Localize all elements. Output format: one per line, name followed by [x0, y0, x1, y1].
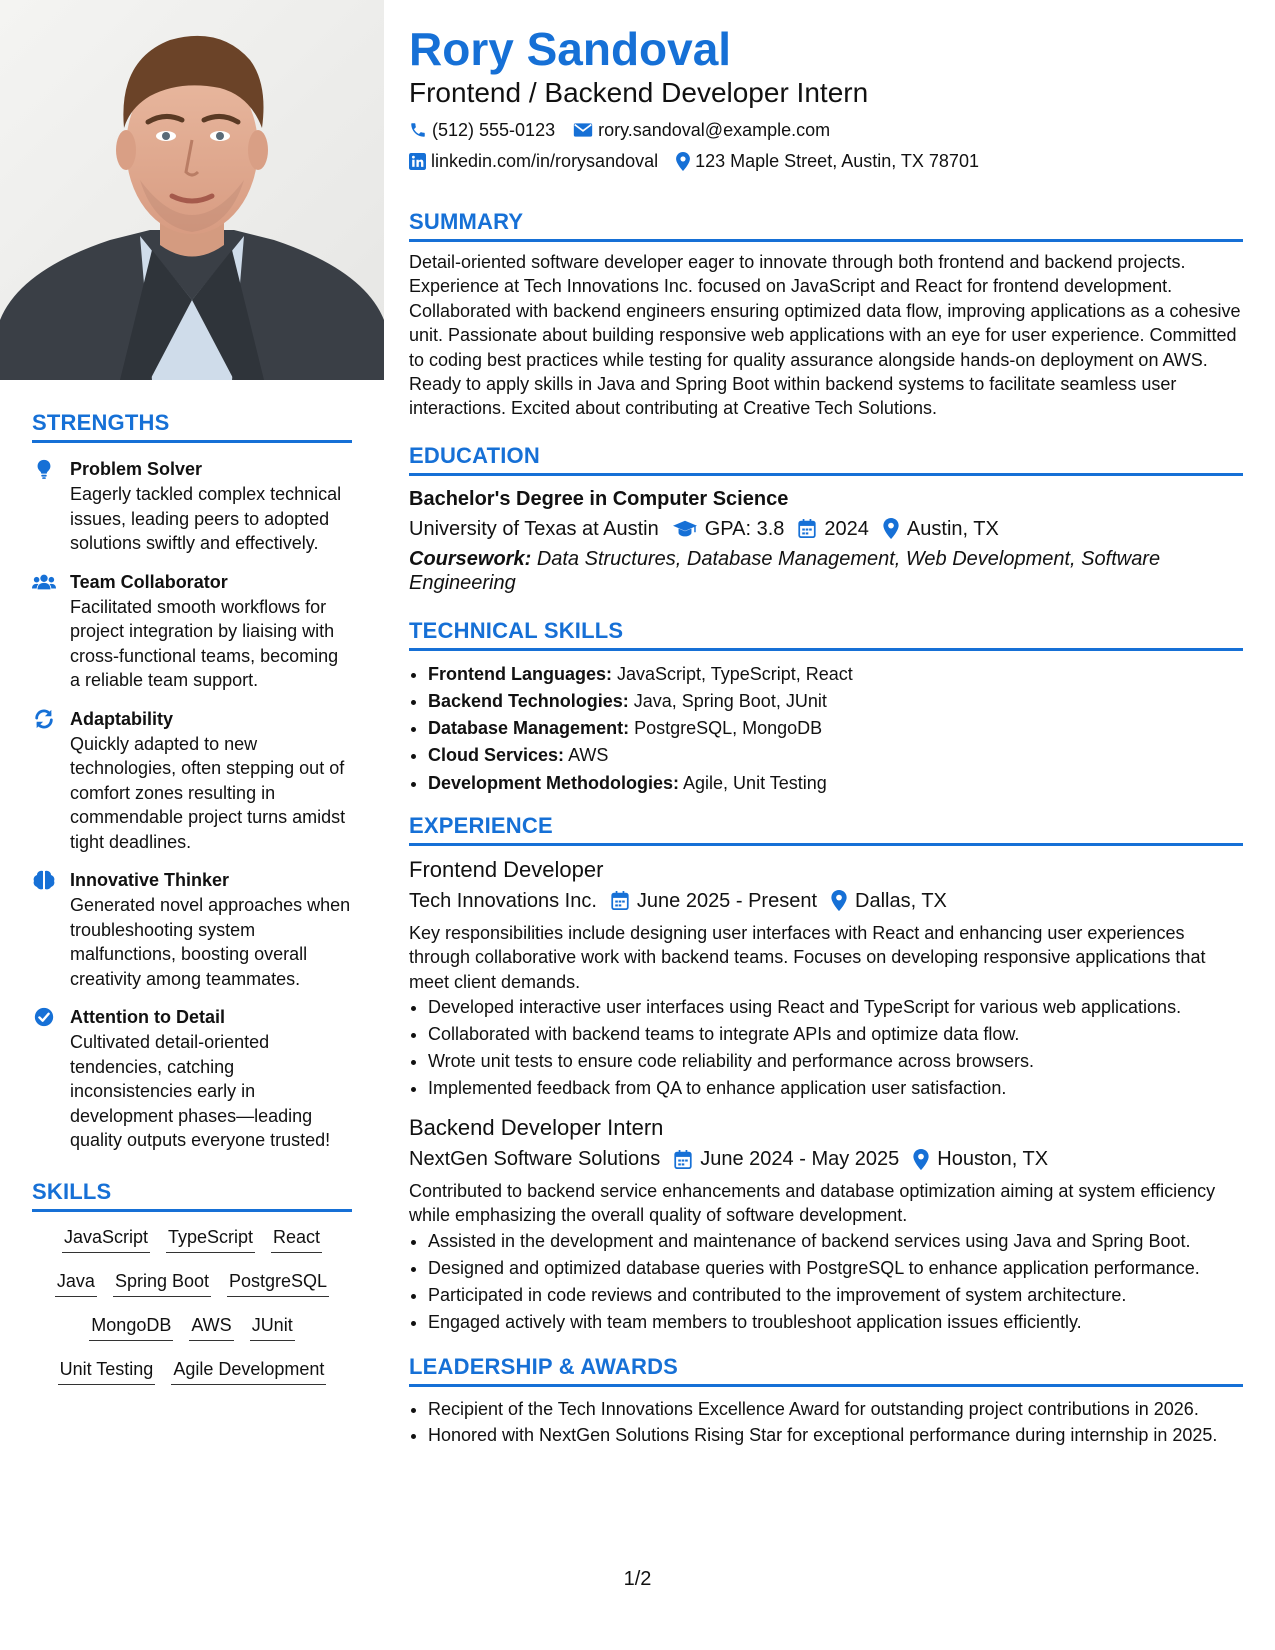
company-text: NextGen Software Solutions — [409, 1148, 661, 1171]
linkedin-text: linkedin.com/in/rorysandoval — [431, 151, 659, 171]
strength-item — [32, 707, 352, 855]
profile-photo-illustration — [0, 0, 384, 380]
phone-icon — [409, 121, 427, 139]
job-title: Frontend Developer — [409, 856, 604, 882]
job-location — [913, 1145, 1048, 1173]
strength-desc: Cultivated detail-oriented tendencies, catching inconsistencies early in development phases—leading quality outputs everyone trusted! — [70, 1032, 331, 1150]
technical-skills-list — [409, 661, 1243, 797]
skill-tag: JUnit — [250, 1314, 295, 1341]
experience-section — [409, 813, 1243, 1336]
skill-tag: MongoDB — [89, 1314, 173, 1341]
list-item: • Recipient of the Tech Innovations Excellence Award for outstanding project contributions in 2026. — [428, 1397, 1243, 1422]
contact-email — [573, 118, 830, 142]
skill-value: PostgreSQL, MongoDB — [634, 718, 823, 739]
skills-list — [32, 1226, 352, 1385]
main-content — [409, 22, 1243, 1450]
list-item — [428, 661, 1243, 688]
strength-title: Adaptability — [70, 708, 174, 729]
strength-item — [32, 1005, 352, 1153]
skill-value: Java, Spring Boot, JUnit — [633, 691, 827, 712]
list-item: • Implemented feedback from QA to enhance application user satisfaction. — [428, 1075, 1243, 1102]
job-meta — [409, 887, 1243, 915]
company-name — [409, 1145, 660, 1173]
gpa-text: GPA: 3.8 — [704, 517, 785, 540]
job-description: Contributed to backend service enhancements and database optimization aiming at system efficiency while emphasizing the overall quality of software development. — [409, 1181, 1216, 1226]
sidebar — [0, 0, 384, 1650]
email-text: rory.sandoval@example.com — [598, 120, 831, 140]
strength-title: Attention to Detail — [70, 1007, 225, 1027]
company-name — [409, 887, 597, 915]
strength-item — [32, 570, 352, 693]
list-item: • Assisted in the development and maintenance of backend services using Java and Spring Boot. — [428, 1228, 1243, 1255]
linkedin-icon — [409, 153, 426, 170]
education-section — [409, 443, 1243, 596]
contact-row — [409, 149, 1243, 173]
awards-section — [409, 1354, 1243, 1448]
skill-label: Cloud Services: — [428, 745, 565, 766]
coursework-label: Coursework: — [409, 547, 532, 570]
job-meta — [409, 1145, 1243, 1173]
list-item — [428, 770, 1243, 797]
strength-item — [32, 868, 352, 991]
list-item: • Participated in code reviews and contributed to the improvement of system architecture. — [428, 1282, 1243, 1309]
awards-rule — [409, 1384, 1243, 1387]
job-bullets — [409, 1228, 1243, 1336]
skill-tag: Spring Boot — [113, 1270, 211, 1297]
candidate-role: Frontend / Backend Developer Intern — [409, 77, 869, 108]
check-circle-icon — [32, 1006, 56, 1028]
job-description: Key responsibilities include designing user interfaces with React and enhancing user experiences through collaborative work with backend teams. Focuses on developing responsive applications that meet client demands. — [409, 922, 1206, 992]
location-text: Austin, TX — [906, 517, 999, 540]
school-name — [409, 515, 659, 543]
list-item — [428, 715, 1243, 742]
address-text: 123 Maple Street, Austin, TX 78701 — [695, 151, 979, 171]
skill-tag: Agile Development — [171, 1358, 326, 1385]
strength-desc: Facilitated smooth workflows for project integration by liaising with cross-functional teams, becoming a reliable team support. — [70, 596, 339, 690]
skill-tag: Unit Testing — [58, 1358, 156, 1385]
coursework — [409, 547, 1243, 596]
experience-rule — [409, 843, 1243, 846]
education-title: EDUCATION — [409, 442, 540, 468]
sidebar-content — [32, 410, 352, 1402]
list-item: • Engaged actively with team members to troubleshoot application issues efficiently. — [428, 1309, 1243, 1336]
skill-tag: TypeScript — [166, 1226, 255, 1253]
skill-row — [32, 1314, 352, 1341]
skill-label: Development Methodologies: — [428, 772, 680, 793]
skill-label: Backend Technologies: — [428, 691, 629, 712]
list-item — [428, 688, 1243, 715]
skill-tag: JavaScript — [62, 1226, 150, 1253]
strengths-title: STRENGTHS — [32, 410, 170, 435]
contact-phone — [409, 118, 555, 142]
job-bullets — [409, 994, 1243, 1102]
skill-value: JavaScript, TypeScript, React — [617, 663, 853, 684]
strength-item — [32, 457, 352, 556]
awards-list — [409, 1397, 1243, 1448]
education-meta — [409, 515, 1243, 543]
technical-skills-title: TECHNICAL SKILLS — [409, 617, 624, 643]
list-item: • Honored with NextGen Solutions Rising Star for exceptional performance during internship in 2025. — [428, 1423, 1243, 1448]
summary-section — [409, 209, 1243, 421]
list-item: • Wrote unit tests to ensure code reliability and performance across browsers. — [428, 1048, 1243, 1075]
list-item: • Collaborated with backend teams to integrate APIs and optimize data flow. — [428, 1021, 1243, 1048]
job-dates — [611, 887, 817, 915]
strength-title: Problem Solver — [70, 459, 203, 479]
summary-text: Detail-oriented software developer eager to innovate through both frontend and backend projects. Experience at Tech Innovations Inc. focused on JavaScript and React for frontend development. Collaborated with backend engineers ensuring optimized data flow, improving applications as a cohesive unit. Passionate about building responsive web applications with an eye for user experience. Committed to coding best practices while testing for quality assurance alongside hands-on deployment on AWS. Ready to apply skills in Java and Spring Boot within backend systems to facilitate seamless user interactions. Excited about contributing at Creative Tech Solutions. — [409, 252, 1241, 419]
contact-row — [409, 118, 1243, 142]
skill-tag: React — [271, 1226, 322, 1253]
calendar-icon — [798, 519, 816, 538]
strength-title: Team Collaborator — [70, 571, 228, 592]
summary-title: SUMMARY — [409, 209, 524, 234]
map-pin-icon — [913, 1149, 929, 1170]
job-location — [831, 887, 947, 915]
map-pin-icon — [831, 890, 847, 911]
page-number: 1/2 — [623, 1568, 652, 1590]
skill-tag: Java — [55, 1270, 97, 1297]
education-rule — [409, 473, 1243, 476]
location-text: Houston, TX — [937, 1148, 1049, 1171]
location-text: Dallas, TX — [855, 889, 947, 912]
contact-address — [676, 149, 979, 173]
map-pin-icon — [676, 152, 690, 171]
experience-title: EXPERIENCE — [409, 812, 553, 838]
job-title: Backend Developer Intern — [409, 1115, 664, 1141]
profile-photo — [0, 0, 384, 380]
skill-row — [32, 1270, 352, 1297]
skill-value: AWS — [568, 745, 609, 766]
users-icon — [32, 571, 56, 593]
calendar-icon — [674, 1150, 692, 1169]
skill-row — [32, 1358, 352, 1385]
education-location — [883, 515, 999, 543]
degree-title: Bachelor's Degree in Computer Science — [409, 487, 789, 510]
lightbulb-icon — [32, 458, 56, 480]
strength-title: Innovative Thinker — [70, 870, 230, 890]
job-dates — [674, 1145, 899, 1173]
coursework-text: Data Structures, Database Management, Web Development, Software Engineering — [409, 547, 1161, 595]
list-item: • Designed and optimized database queries with PostgreSQL to enhance application performance. — [428, 1255, 1243, 1282]
skills-title: SKILLS — [32, 1178, 112, 1204]
strength-desc: Quickly adapted to new technologies, often stepping out of comfort zones resulting in commendable project turns amidst tight deadlines. — [70, 733, 346, 852]
technical-skills-rule — [409, 648, 1243, 651]
strength-desc: Generated novel approaches when troubleshooting system malfunctions, boosting overall creativity among teammates. — [70, 895, 351, 989]
candidate-name: Rory Sandoval — [409, 23, 732, 75]
skill-value: Agile, Unit Testing — [683, 772, 827, 793]
summary-rule — [409, 239, 1243, 242]
skill-tag: PostgreSQL — [227, 1270, 329, 1297]
contact-linkedin — [409, 149, 658, 173]
strengths-rule — [32, 440, 352, 443]
sync-icon — [32, 708, 56, 730]
envelope-icon — [573, 122, 593, 138]
map-pin-icon — [883, 518, 899, 539]
gpa — [673, 515, 785, 543]
company-text: Tech Innovations Inc. — [409, 889, 597, 912]
year-text: 2024 — [824, 517, 869, 540]
skills-rule — [32, 1209, 352, 1212]
brain-icon — [32, 869, 56, 891]
phone-text: (512) 555-0123 — [432, 120, 556, 140]
skill-label: Frontend Languages: — [428, 663, 612, 684]
technical-skills-section — [409, 618, 1243, 797]
skill-label: Database Management: — [428, 718, 630, 739]
skill-tag: AWS — [189, 1314, 233, 1341]
list-item: • Developed interactive user interfaces using React and TypeScript for various web applications. — [428, 994, 1243, 1021]
dates-text: June 2024 - May 2025 — [700, 1148, 900, 1171]
awards-title: LEADERSHIP & AWARDS — [409, 1353, 679, 1379]
strength-desc: Eagerly tackled complex technical issues, leading peers to adopted solutions swiftly and effectively. — [70, 484, 342, 553]
skill-row — [32, 1226, 352, 1253]
calendar-icon — [611, 891, 629, 910]
dates-text: June 2025 - Present — [636, 889, 818, 912]
graduation-year — [798, 515, 869, 543]
school-text: University of Texas at Austin — [409, 517, 659, 540]
list-item — [428, 742, 1243, 769]
graduation-cap-icon — [673, 520, 697, 538]
